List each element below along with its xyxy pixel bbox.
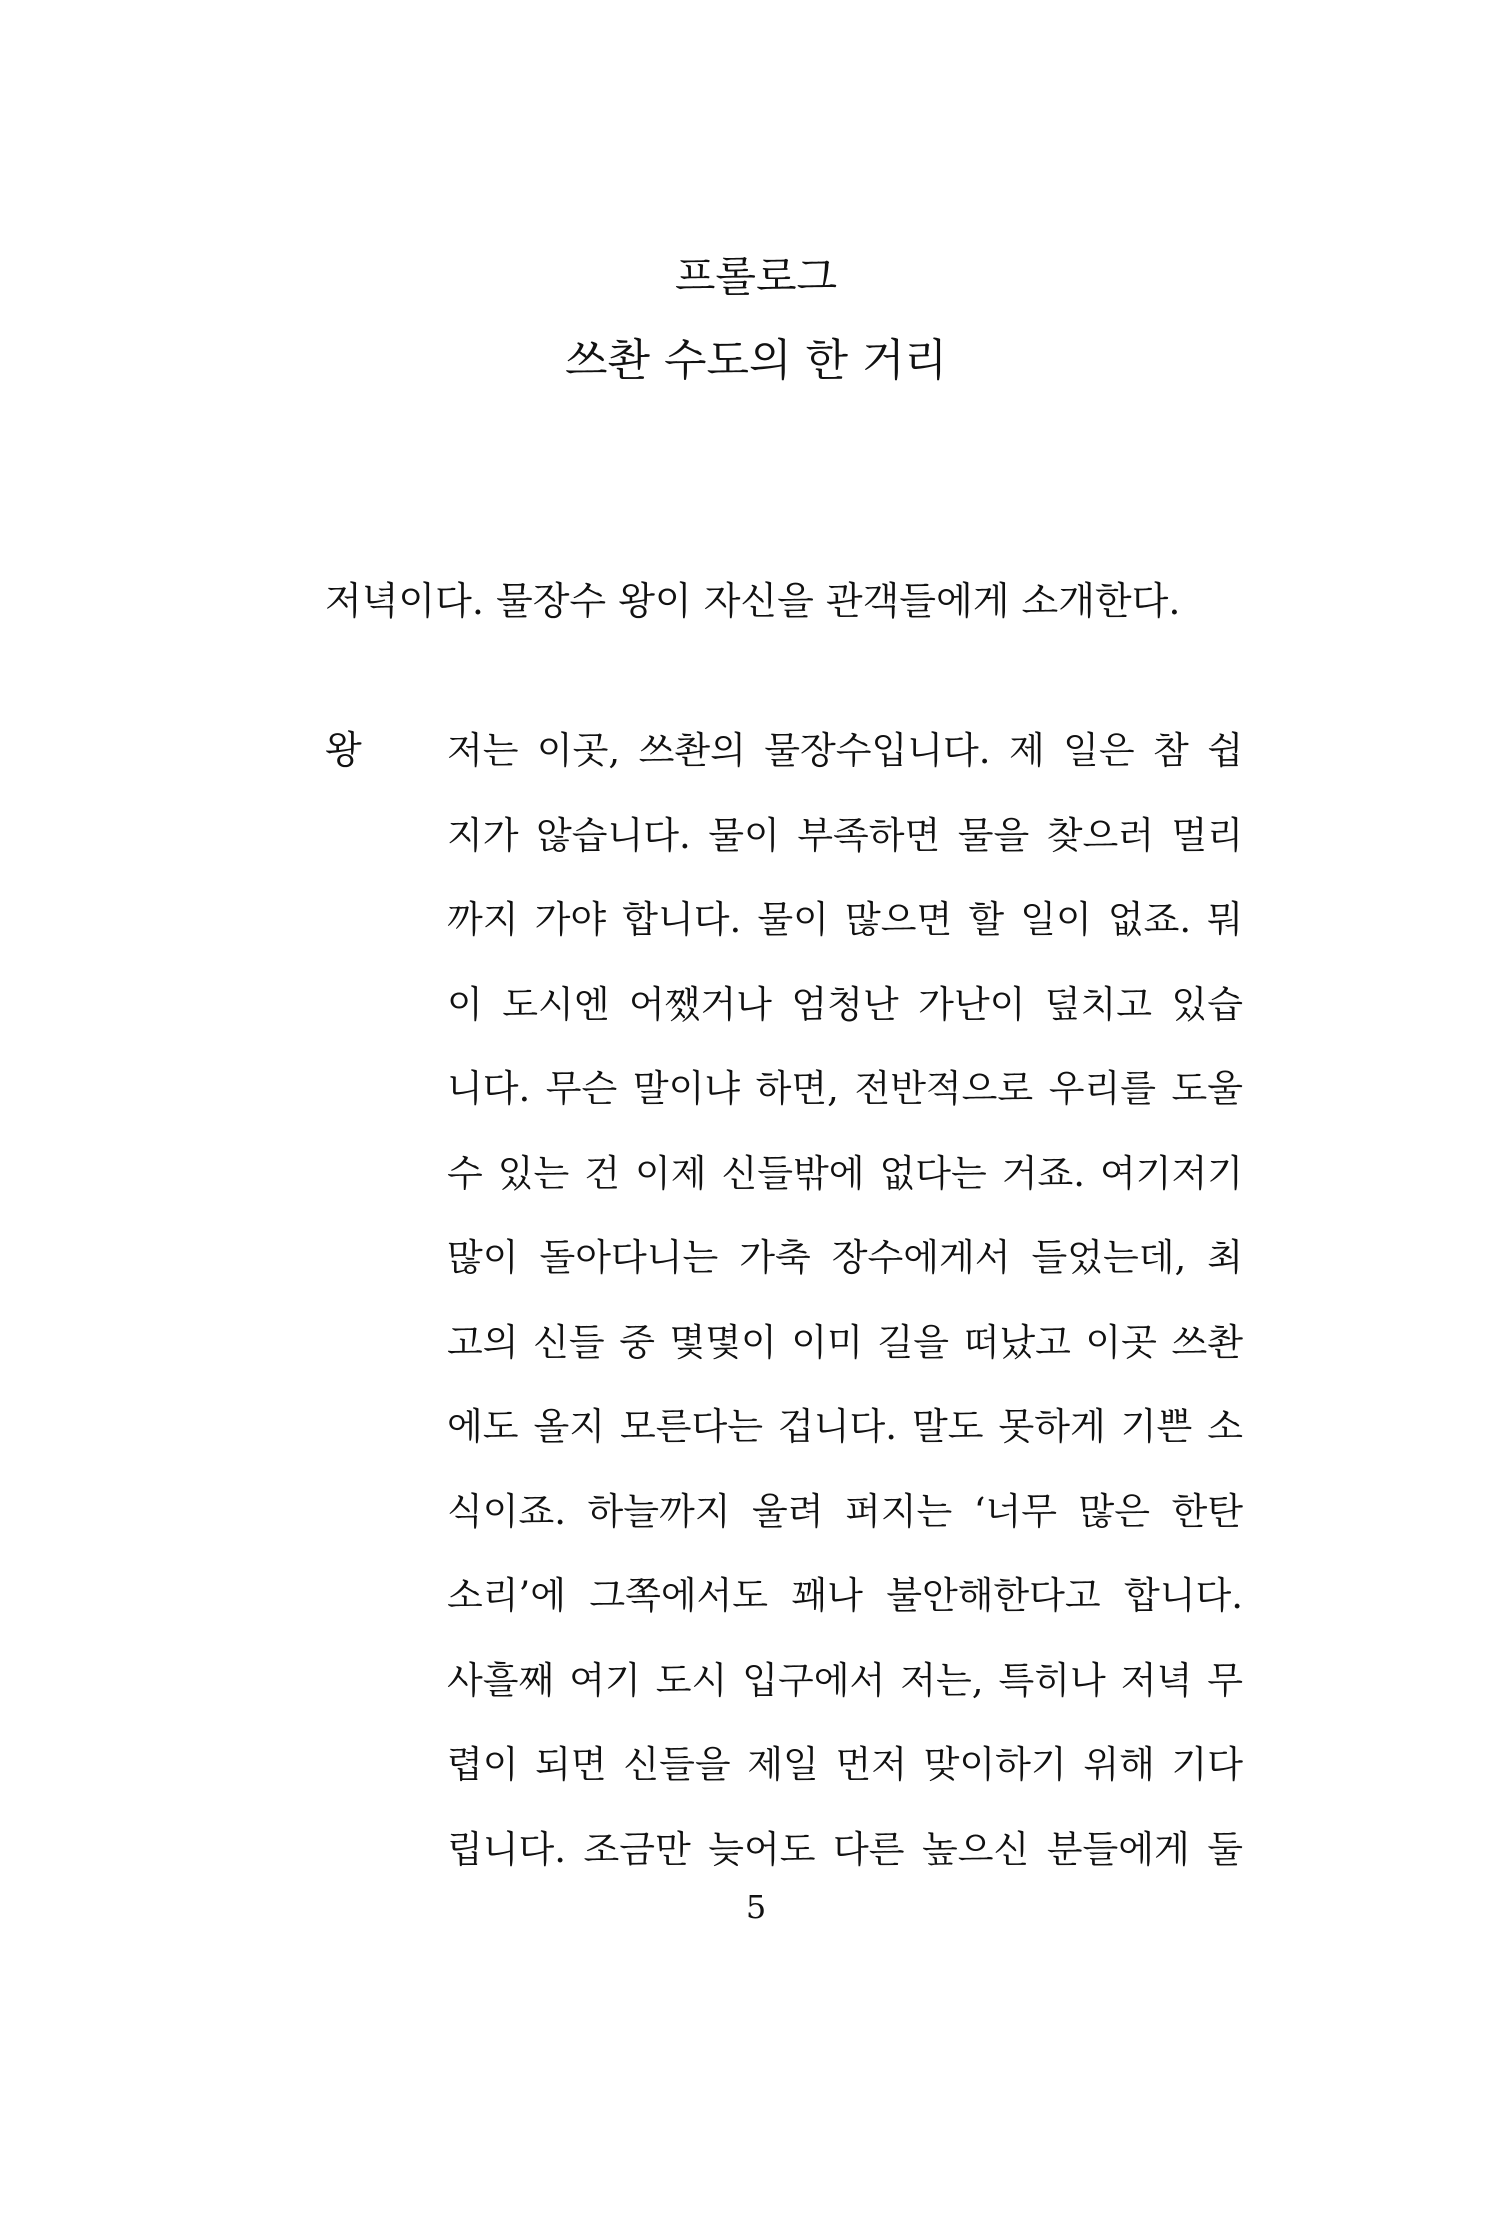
dialogue-line: 소리’에 그쪽에서도 꽤나 불안해한다고 합니다. <box>447 1574 1243 1617</box>
dialogue-line: 고의 신들 중 몇몇이 이미 길을 떠났고 이곳 쓰촨 <box>447 1320 1243 1364</box>
dialogue-line: 식이죠. 하늘까지 울려 퍼지는 ‘너무 많은 한탄 <box>447 1489 1243 1533</box>
dialogue-line: 이 도시엔 어쨌거나 엄청난 가난이 덮치고 있습 <box>447 982 1243 1026</box>
speaker-name: 왕 <box>325 728 362 772</box>
dialogue-line: 많이 돌아다니는 가축 장수에게서 들었는데, 최 <box>447 1236 1243 1279</box>
dialogue-line: 렵이 되면 신들을 제일 먼저 맞이하기 위해 기다 <box>447 1743 1243 1786</box>
dialogue-line: 지가 않습니다. 물이 부족하면 물을 찾으러 멀리 <box>447 813 1243 857</box>
page-number: 5 <box>745 1888 767 1926</box>
dialogue-line: 수 있는 건 이제 신들밖에 없다는 거죠. 여기저기 <box>447 1151 1243 1195</box>
dialogue-text <box>447 727 1243 1910</box>
chapter-title: 프롤로그 <box>674 252 838 301</box>
dialogue-line: 사흘째 여기 도시 입구에서 저는, 특히나 저녁 무 <box>447 1658 1243 1702</box>
dialogue-line: 니다. 무슨 말이냐 하면, 전반적으로 우리를 도울 <box>447 1067 1243 1110</box>
stage-direction: 저녁이다. 물장수 왕이 자신을 관객들에게 소개한다. <box>325 579 1181 623</box>
dialogue-line: 립니다. 조금만 늦어도 다른 높으신 분들에게 둘 <box>447 1827 1243 1871</box>
dialogue-line: 에도 올지 모른다는 겁니다. 말도 못하게 기쁜 소 <box>447 1405 1243 1448</box>
dialogue-line: 저는 이곳, 쓰촨의 물장수입니다. 제 일은 참 쉽 <box>447 729 1243 772</box>
chapter-subtitle: 쓰촨 수도의 한 거리 <box>565 335 947 386</box>
dialogue-line: 까지 가야 합니다. 물이 많으면 할 일이 없죠. 뭐 <box>447 898 1243 941</box>
